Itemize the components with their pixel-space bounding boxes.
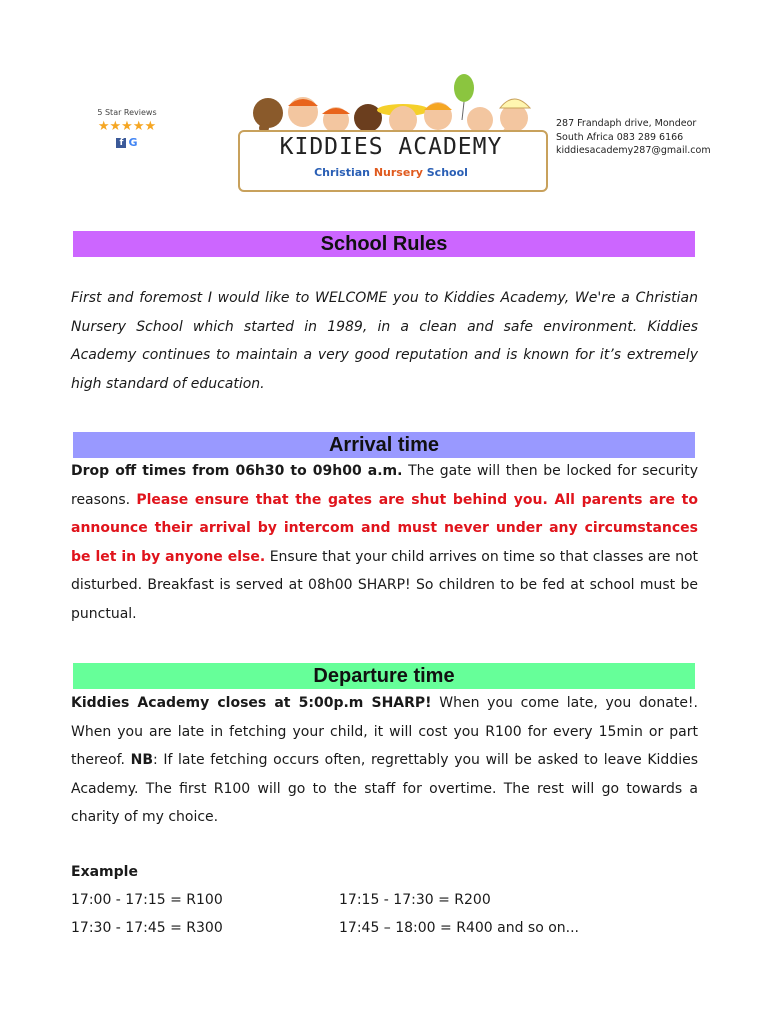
- gate-warning: Please ensure that the gates are shut behind you. All parents are to announce their arrival by intercom and must never under any circumstances be let in by anyone else.: [71, 491, 698, 565]
- example-fee-item: 17:30 - 17:45 = R300: [71, 920, 223, 936]
- google-icon[interactable]: G: [128, 136, 138, 149]
- logo-name: KIDDIES ACADEMY: [279, 134, 503, 160]
- example-fee-item: 17:45 – 18:00 = R400 and so on...: [339, 920, 580, 936]
- reviews-badge: [96, 108, 158, 148]
- intro-paragraph: First and foremost I would like to WELCOME you to Kiddies Academy, We're a Christian Nursery School which started in 1989, in a clean and safe environment. Kiddies Academy continues to maintain a very good reputation and is known for it’s extremely high standard of education.: [71, 290, 698, 392]
- example-fee-item: 17:00 - 17:15 = R100: [71, 892, 223, 908]
- arrival-paragraph: Drop off times from 06h30 to 09h00 a.m. The gate will then be locked for security reasons. Please ensure that the gates are shut behind you. All parents are to announce their arrival by intercom and must never under any circumstances be let in by anyone else. Ensure that your child arrives on time so that classes are not disturbed. Breakfast is served at 08h00 SHARP! So children to be fed at school must be punctual.: [71, 463, 698, 622]
- reviews-title: 5 Star Reviews: [97, 108, 157, 117]
- departure-paragraph: Kiddies Academy closes at 5:00p.m SHARP! When you come late, you donate!. When you are late in fetching your child, it will cost you R100 for every 15min or part thereof. NB: If late fetching occurs often, regrettably you will be asked to leave Kiddies Academy. The first R100 will go to the staff for overtime. The rest will go towards a charity of my choice.: [71, 695, 698, 825]
- star-rating-icon: ★★★★★: [97, 119, 157, 134]
- address-line: 287 Frandaph drive, Mondeor: [556, 118, 697, 129]
- nb-label: NB: [130, 752, 153, 768]
- school-rules-heading: School Rules: [73, 231, 695, 257]
- children-illustration-icon: [218, 68, 554, 138]
- email-link[interactable]: kiddiesacademy287@gmail.com: [556, 145, 711, 156]
- arrival-times: Drop off times from 06h30 to 09h00 a.m.: [71, 463, 403, 479]
- logo-subtitle: Christian Nursery School: [314, 166, 468, 179]
- arrival-time-heading: Arrival time: [73, 432, 695, 458]
- example-fee-item: 17:15 - 17:30 = R200: [339, 892, 491, 908]
- example-label: Example: [71, 864, 138, 880]
- kiddies-academy-logo: [218, 68, 554, 193]
- address-block: [556, 117, 711, 158]
- departure-time-heading: Departure time: [73, 663, 695, 689]
- closing-time: Kiddies Academy closes at 5:00p.m SHARP!: [71, 695, 432, 711]
- phone-line: South Africa 083 289 6166: [556, 131, 684, 143]
- facebook-icon[interactable]: f: [116, 138, 126, 148]
- social-icons: [96, 138, 158, 148]
